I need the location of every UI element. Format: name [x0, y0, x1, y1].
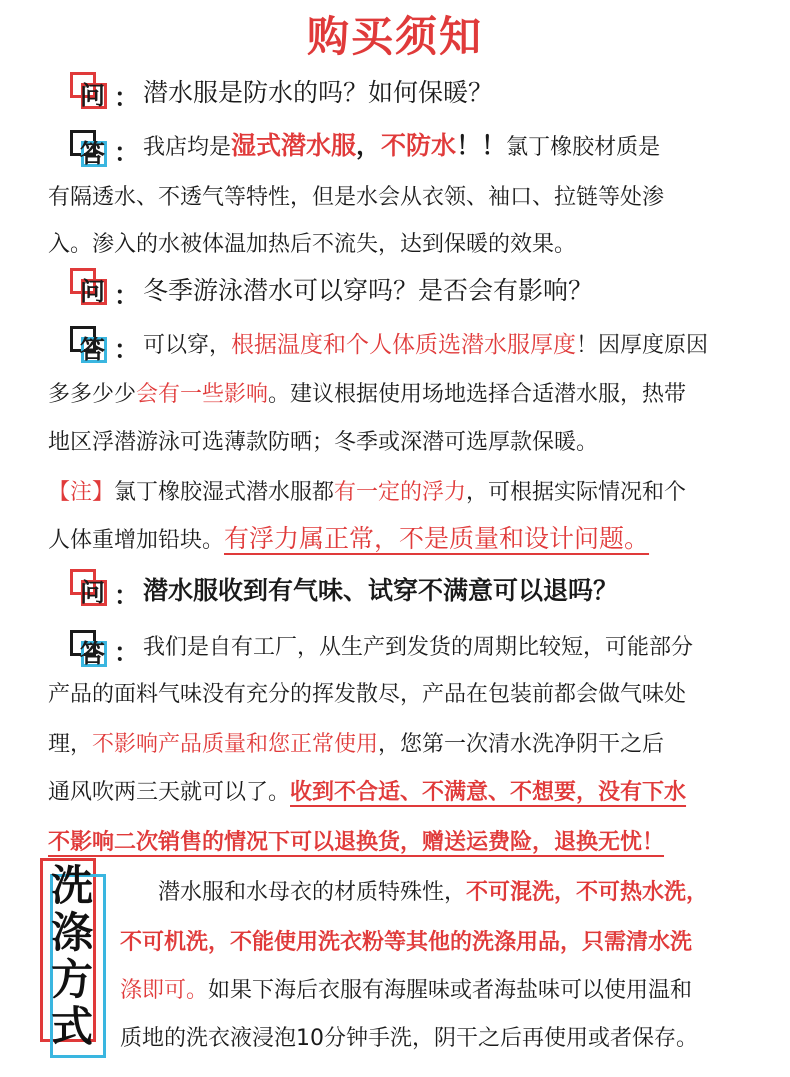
- answer-2-line-2: 多多少少会有一些影响。建议根据使用场地选择合适潜水服，热带: [48, 382, 687, 407]
- answer-badge: 答: [70, 326, 112, 366]
- answer-1-line-1: 我店均是湿式潜水服，不防水！！氯丁橡胶材质是: [143, 131, 661, 160]
- answer-3-line-3: 理，不影响产品质量和您正常使用，您第一次清水洗净阴干之后: [48, 732, 665, 757]
- colon: ：: [114, 638, 140, 667]
- question-2: 冬季游泳潜水可以穿吗？是否会有影响？: [143, 276, 594, 305]
- answer-3-line-1: 我们是自有工厂，从生产到发货的周期比较短，可能部分: [143, 635, 694, 660]
- question-1: 潜水服是防水的吗？如何保暖？: [143, 78, 494, 107]
- answer-1-line-2: 有隔透水、不透气等特性，但是水会从衣领、袖口、拉链等处渗: [48, 185, 665, 210]
- wash-method-label: 洗涤方式: [40, 858, 102, 1054]
- note-line-2: 人体重增加铅块。有浮力属正常，不是质量和设计问题。: [48, 524, 650, 553]
- answer-3-line-5: 不影响二次销售的情况下可以退换货，赠送运费险，退换无忧！: [48, 830, 665, 855]
- page-title: 购买须知: [306, 12, 483, 61]
- answer-2-line-1: 可以穿，根据温度和个人体质选潜水服厚度！因厚度原因: [143, 332, 709, 358]
- answer-3-line-4: 通风吹两三天就可以了。收到不合适、不满意、不想要，没有下水: [48, 780, 687, 805]
- colon: ：: [114, 83, 140, 112]
- answer-badge: 答: [70, 630, 112, 670]
- note-tag: 【注】: [48, 480, 115, 505]
- question-badge: 问: [70, 569, 112, 609]
- answer-badge: 答: [70, 130, 112, 170]
- answer-2-line-3: 地区浮潜游泳可选薄款防晒；冬季或深潜可选厚款保暖。: [48, 430, 599, 455]
- wash-line-4: 质地的洗衣液浸泡10分钟手洗，阴干之后再使用或者保存。: [120, 1026, 698, 1051]
- wash-line-3: 涤即可。如果下海后衣服有海腥味或者海盐味可以使用温和: [120, 978, 693, 1003]
- colon: ：: [114, 335, 140, 364]
- question-badge: 问: [70, 268, 112, 308]
- question-badge: 问: [70, 72, 112, 112]
- note-line-1: 【注】氯丁橡胶湿式潜水服都有一定的浮力，可根据实际情况和个: [48, 480, 687, 505]
- colon: ：: [114, 581, 140, 610]
- answer-3-line-2: 产品的面料气味没有充分的挥发散尽，产品在包装前都会做气味处: [48, 682, 687, 707]
- question-3: 潜水服收到有气味、试穿不满意可以退吗？: [143, 576, 619, 605]
- colon: ：: [114, 138, 140, 167]
- answer-1-line-3: 入。渗入的水被体温加热后不流失，达到保暖的效果。: [48, 232, 577, 257]
- wash-line-1: 潜水服和水母衣的材质特殊性，不可混洗，不可热水洗，: [158, 880, 709, 905]
- colon: ：: [114, 281, 140, 310]
- wash-line-2: 不可机洗，不能使用洗衣粉等其他的洗涤用品，只需清水洗: [120, 930, 693, 955]
